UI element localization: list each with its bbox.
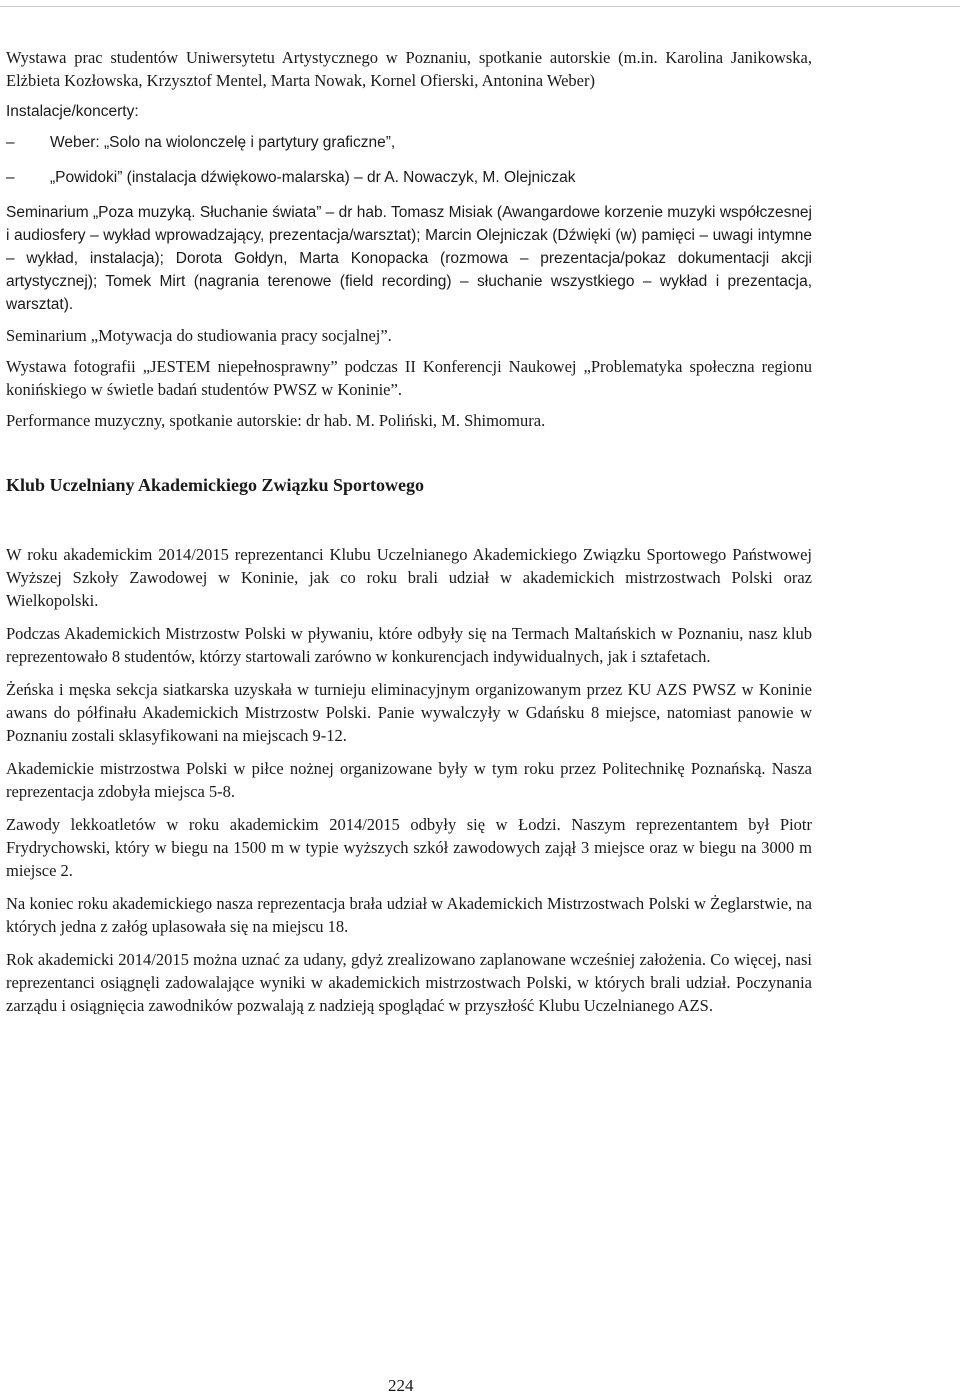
body-paragraph: Podczas Akademickich Mistrzostw Polski w pływaniu, które odbyły się na Termach Maltańskich w Poznaniu, nasz klub reprezentowało 8 studentów, którzy startowali zarówno w konkurencjach indywidualnych, jak i sztafetach. <box>6 624 812 666</box>
performance-paragraph: Performance muzyczny, spotkanie autorskie: dr hab. M. Poliński, M. Shimomura. <box>6 411 546 430</box>
page-number: 224 <box>388 1376 414 1395</box>
installations-list <box>6 131 812 189</box>
body-paragraph: W roku akademickim 2014/2015 reprezentanci Klubu Uczelnianego Akademickiego Związku Sportowego Państwowej Wyższej Szkoły Zawodowej w Koninie, jak co roku brali udział w akademickich mistrzostwach Polski oraz Wielkopolski. <box>6 545 812 610</box>
section-heading: Klub Uczelniany Akademickiego Związku Sportowego <box>6 475 425 495</box>
installations-label: Instalacje/koncerty: <box>6 103 139 120</box>
seminar-motivation-paragraph: Seminarium „Motywacja do studiowania pracy socjalnej”. <box>6 326 392 345</box>
photo-exhibition-paragraph: Wystawa fotografii „JESTEM niepełnosprawny” podczas II Konferencji Naukowej „Problematyka społeczna regionu konińskiego w świetle badań studentów PWSZ w Koninie”. <box>6 357 812 399</box>
dash-bullet: – <box>6 169 15 186</box>
seminar-music-paragraph: Seminarium „Poza muzyką. Słuchanie świata” – dr hab. Tomasz Misiak (Awangardowe korzenie muzyki współczesnej i audiosfery – wykład wprowadzający, prezentacja/warsztat); Marcin Olejniczak (Dźwięki (w) pamięci – uwagi intymne – wykład, instalacja); Dorota Gołdyn, Marta Konopacka (rozmowa – prezentacja/pokaz dokumentacji akcji artystycznej); Tomek Mirt (nagrania terenowe (field recording) – słuchanie wszystkiego – wykład i prezentacja, warsztat). <box>6 204 812 313</box>
list-item <box>6 131 812 154</box>
list-item <box>6 166 812 189</box>
exhibition-paragraph: Wystawa prac studentów Uniwersytetu Artystycznego w Poznaniu, spotkanie autorskie (m.in. Karolina Janikowska, Elżbieta Kozłowska, Krzysztof Mentel, Marta Nowak, Kornel Ofierski, Antonina Weber) <box>6 48 812 90</box>
top-border-rule <box>0 0 960 7</box>
page-body <box>6 46 812 1027</box>
body-paragraph: Rok akademicki 2014/2015 można uznać za udany, gdyż zrealizowano zaplanowane wcześniej założenia. Co więcej, nasi reprezentanci osiągnęli zadowalające wyniki w akademickich mistrzostwach Polski, w których brali udział. Poczynania zarządu i osiągnięcia zawodników pozwalają z nadzieją spoglądać w przyszłość Klubu Uczelnianego AZS. <box>6 950 812 1015</box>
dash-bullet: – <box>6 134 15 151</box>
body-paragraph: Na koniec roku akademickiego nasza reprezentacja brała udział w Akademickich Mistrzostwach Polski w Żeglarstwie, na których jedna z załóg uplasowała się na miejscu 18. <box>6 894 812 936</box>
list-item-text: „Powidoki” (instalacja dźwiękowo-malarska) – dr A. Nowaczyk, M. Olejniczak <box>50 169 576 186</box>
body-paragraph: Akademickie mistrzostwa Polski w piłce nożnej organizowane były w tym roku przez Politechnikę Poznańską. Nasza reprezentacja zdobyła miejsca 5-8. <box>6 759 812 801</box>
body-paragraph: Żeńska i męska sekcja siatkarska uzyskała w turnieju eliminacyjnym organizowanym przez KU AZS PWSZ w Koninie awans do półfinału Akademickich Mistrzostw Polski. Panie wywalczyły w Gdańsku 8 miejsce, natomiast panowie w Poznaniu zostali sklasyfikowani na miejscach 9-12. <box>6 680 812 745</box>
body-paragraph: Zawody lekkoatletów w roku akademickim 2014/2015 odbyły się w Łodzi. Naszym reprezentantem był Piotr Frydrychowski, który w biegu na 1500 m w typie wyższych szkół zawodowych zajął 3 miejsce oraz w biegu na 3000 m miejsce 2. <box>6 815 812 880</box>
list-item-text: Weber: „Solo na wiolonczelę i partytury graficzne”, <box>50 134 396 151</box>
